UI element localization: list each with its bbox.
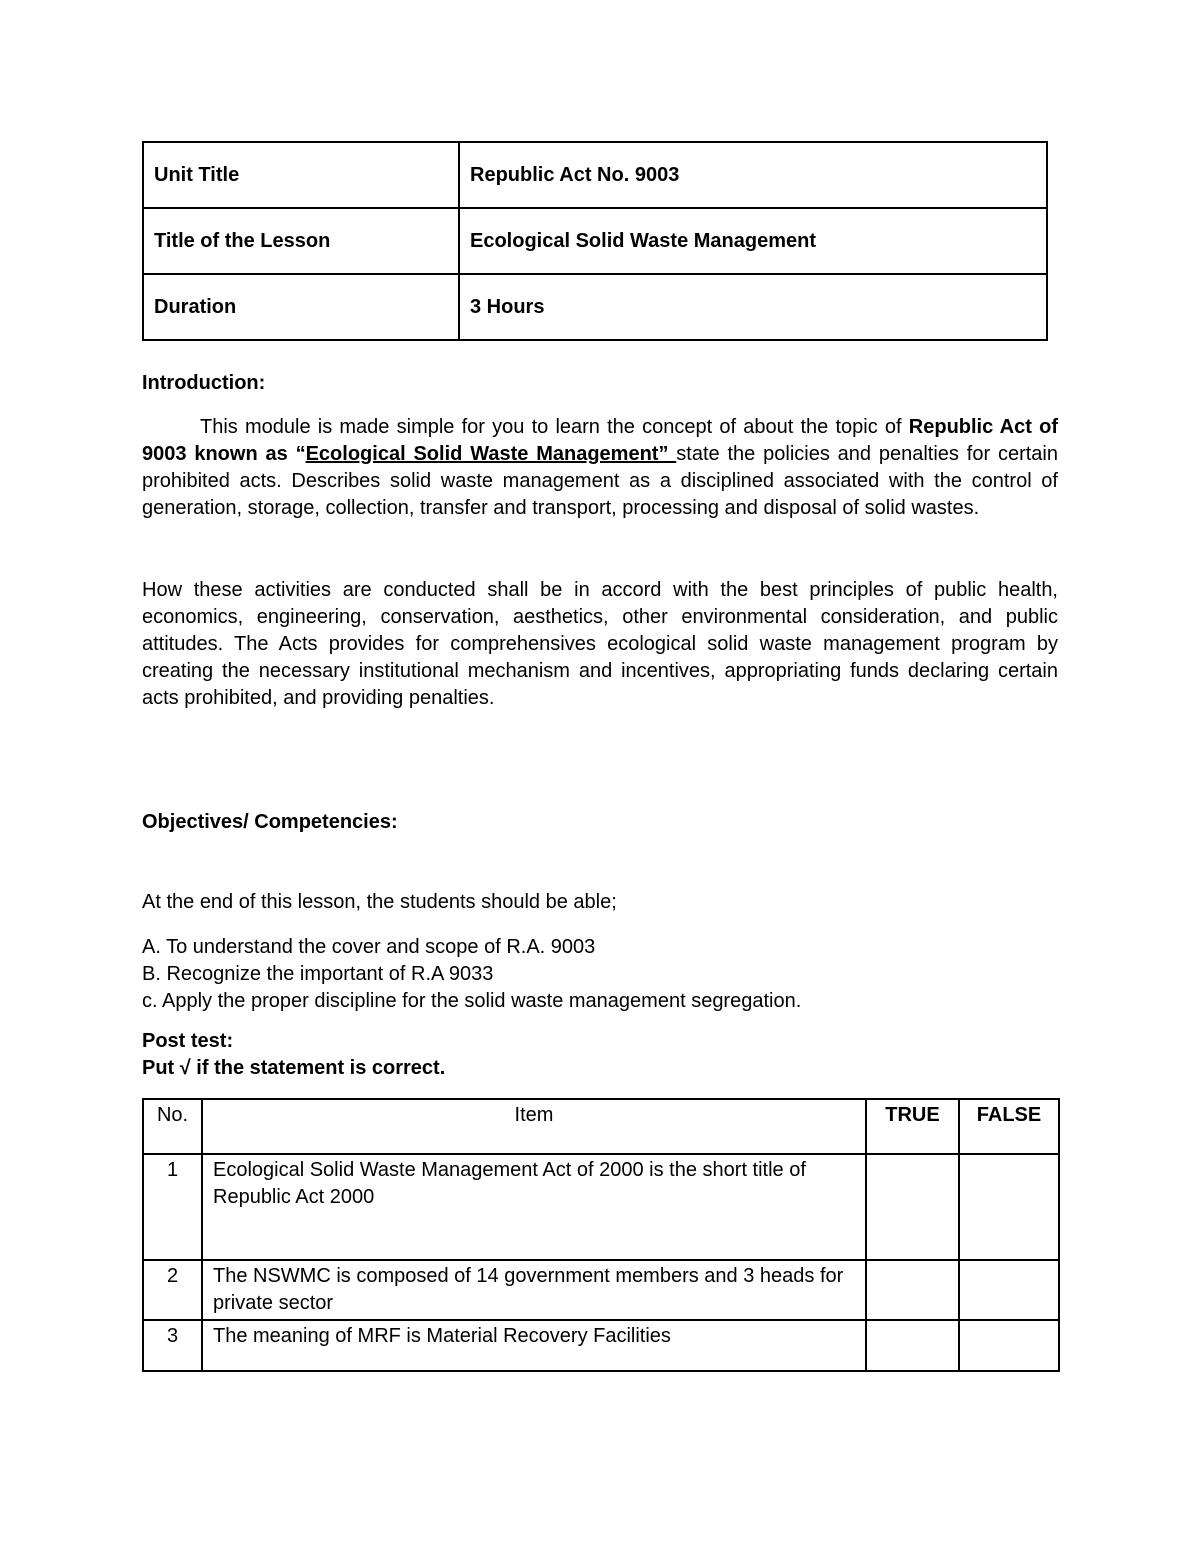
table-row: [143, 1260, 1059, 1320]
post-test-heading: Post test:: [142, 1030, 234, 1052]
header-false: FALSE: [959, 1099, 1059, 1154]
table-row: [143, 274, 1047, 340]
objectives-list: [142, 934, 801, 1015]
objective-item: A. To understand the cover and scope of R.A. 9003: [142, 936, 596, 958]
row-no: 3: [143, 1320, 202, 1371]
introduction-heading: Introduction:: [142, 372, 266, 394]
row-label: Duration: [143, 274, 459, 340]
intro-text: This module is made simple for you to learn the concept of about the topic of: [200, 416, 909, 438]
true-checkbox-cell[interactable]: [866, 1154, 959, 1260]
header-true: TRUE: [866, 1099, 959, 1154]
objectives-lead: At the end of this lesson, the students should be able;: [142, 891, 617, 913]
true-checkbox-cell[interactable]: [866, 1320, 959, 1371]
row-value: Republic Act No. 9003: [459, 142, 1047, 208]
intro-underlined-title: Ecological Solid Waste Management”: [305, 443, 677, 465]
row-item: The NSWMC is composed of 14 government members and 3 heads for private sector: [202, 1260, 866, 1320]
unit-info-table: [142, 141, 1048, 341]
objectives-heading: Objectives/ Competencies:: [142, 811, 398, 833]
row-label: Unit Title: [143, 142, 459, 208]
table-row: [143, 1320, 1059, 1371]
false-checkbox-cell[interactable]: [959, 1260, 1059, 1320]
intro-bold-text: Republic Act of 9003 known as “: [142, 416, 1058, 465]
row-label: Title of the Lesson: [143, 208, 459, 274]
row-no: 1: [143, 1154, 202, 1260]
row-value: Ecological Solid Waste Management: [459, 208, 1047, 274]
introduction-paragraph-1: [142, 414, 1058, 522]
table-row: [143, 1154, 1059, 1260]
header-item: Item: [202, 1099, 866, 1154]
intro-text-end: state the policies and penalties for certain prohibited acts. Describes solid waste management as a disciplined associated with the control of generation, storage, collection, transfer and transport, processing and disposal of solid wastes.: [142, 443, 1058, 519]
objective-item: c. Apply the proper discipline for the solid waste management segregation.: [142, 990, 802, 1012]
post-test-instruction: Put √ if the statement is correct.: [142, 1057, 446, 1079]
row-value: 3 Hours: [459, 274, 1047, 340]
introduction-paragraph-2: How these activities are conducted shall be in accord with the best principles of public health, economics, engineering, conservation, aesthetics, other environmental consideration, and public attitudes. The Acts provides for comprehensives ecological solid waste management program by creating the necessary institutional mechanism and incentives, appropriating funds declaring certain acts prohibited, and providing penalties.: [142, 579, 1058, 709]
post-test-table: [142, 1098, 1060, 1372]
objective-item: B. Recognize the important of R.A 9033: [142, 963, 494, 985]
header-no: No.: [143, 1099, 202, 1154]
table-row: [143, 142, 1047, 208]
true-checkbox-cell[interactable]: [866, 1260, 959, 1320]
table-header-row: [143, 1099, 1059, 1154]
row-no: 2: [143, 1260, 202, 1320]
row-item: The meaning of MRF is Material Recovery Facilities: [202, 1320, 866, 1371]
row-item: Ecological Solid Waste Management Act of 2000 is the short title of Republic Act 2000: [202, 1154, 866, 1260]
table-row: [143, 208, 1047, 274]
false-checkbox-cell[interactable]: [959, 1154, 1059, 1260]
false-checkbox-cell[interactable]: [959, 1320, 1059, 1371]
